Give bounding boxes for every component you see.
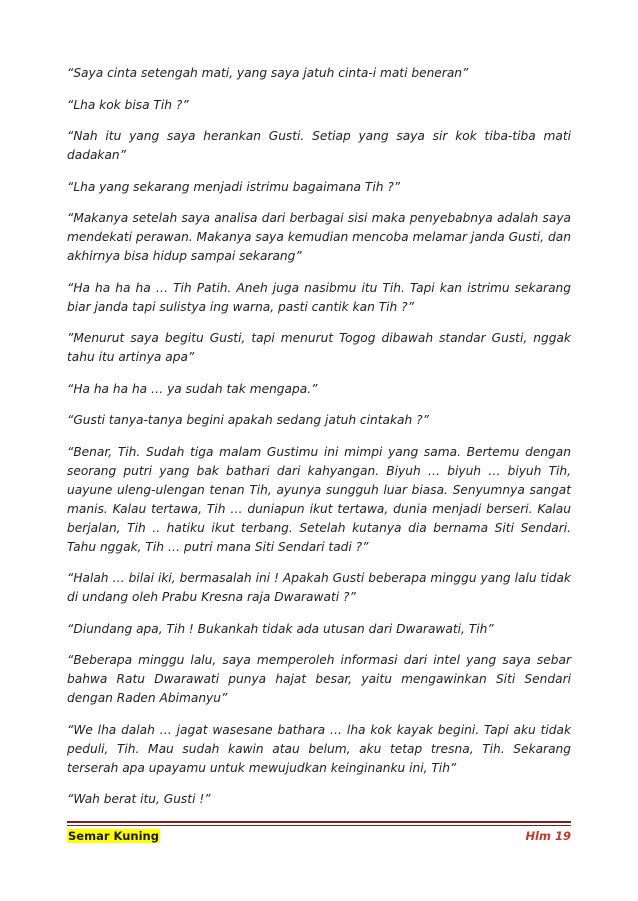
paragraph-2: “Lha kok bisa Tih ?” [67, 97, 189, 112]
paragraph-3: “Nah itu yang saya herankan Gusti. Setiap yang saya sir kok tiba-tiba mati dadakan” [67, 129, 571, 162]
paragraph-5: “Makanya setelah saya analisa dari berbagai sisi maka penyebabnya adalah saya mendekati perawan. Makanya saya kemudian mencoba melamar janda Gusti, dan akhirnya bisa hidup sampai sekarang” [67, 211, 571, 263]
paragraph-12: “Diundang apa, Tih ! Bukankah tidak ada utusan dari Dwarawati, Tih” [67, 621, 494, 636]
paragraph-11: “Halah … bilai iki, bermasalah ini ! Apakah Gusti beberapa minggu yang lalu tidak di undang oleh Prabu Kresna raja Dwarawati ?” [67, 571, 571, 604]
paragraph-1: “Saya cinta setengah mati, yang saya jatuh cinta-i mati beneran” [67, 66, 469, 80]
footer-page-number: Hlm 19 [525, 829, 571, 843]
paragraph-10: “Benar, Tih. Sudah tiga malam Gustimu ini mimpi yang sama. Bertemu dengan seorang putri yang bak bathari dari kahyangan. Biyuh … biyuh … biyuh Tih, uayune uleng-ulengan tenan Tih, ayunya sungguh luar biasa. Senyumnya sangat manis. Kalau tertawa, Tih … duniapun ikut tertawa, dunia menjadi berseri. Kalau berjalan, Tih .. hatiku ikut terbang. Setelah kutanya dia bernama Siti Sendari. Tahu nggak, Tih … putri mana Siti Sendari tadi ?” [67, 444, 571, 554]
paragraph-7: ”Menurut saya begitu Gusti, tapi menurut Togog dibawah standar Gusti, nggak tahu itu artinya apa” [67, 331, 571, 364]
paragraph-13: “Beberapa minggu lalu, saya memperoleh informasi dari intel yang saya sebar bahwa Ratu Dwarawati punya hajat besar, yaitu mengawinkan Siti Sendari dengan Raden Abimanyu” [67, 653, 571, 705]
paragraph-9: “Gusti tanya-tanya begini apakah sedang jatuh cintakah ?” [67, 413, 429, 427]
paragraph-15: “Wah berat itu, Gusti !” [67, 792, 211, 806]
paragraph-8: “Ha ha ha ha … ya sudah tak mengapa.” [67, 381, 318, 396]
footer-book-title: Semar Kuning [68, 829, 159, 843]
paragraph-6: “Ha ha ha ha … Tih Patih. Aneh juga nasibmu itu Tih. Tapi kan istrimu sekarang biar janda tapi sulistya ing warna, pasti cantik kan Tih ?” [67, 280, 571, 314]
footer-rule-secondary [67, 825, 571, 826]
footer-rule [67, 821, 571, 823]
dialogue-text [67, 64, 571, 822]
paragraph-14: “We lha dalah … jagat wasesane bathara … lha kok kayak begini. Tapi aku tidak peduli, Tih. Mau sudah kawin atau belum, aku tetap tresna, Tih. Sekarang terserah apa upayamu untuk mewujudkan keinginanku ini, Tih” [67, 722, 571, 775]
paragraph-4: “Lha yang sekarang menjadi istrimu bagaimana Tih ?” [67, 179, 401, 194]
